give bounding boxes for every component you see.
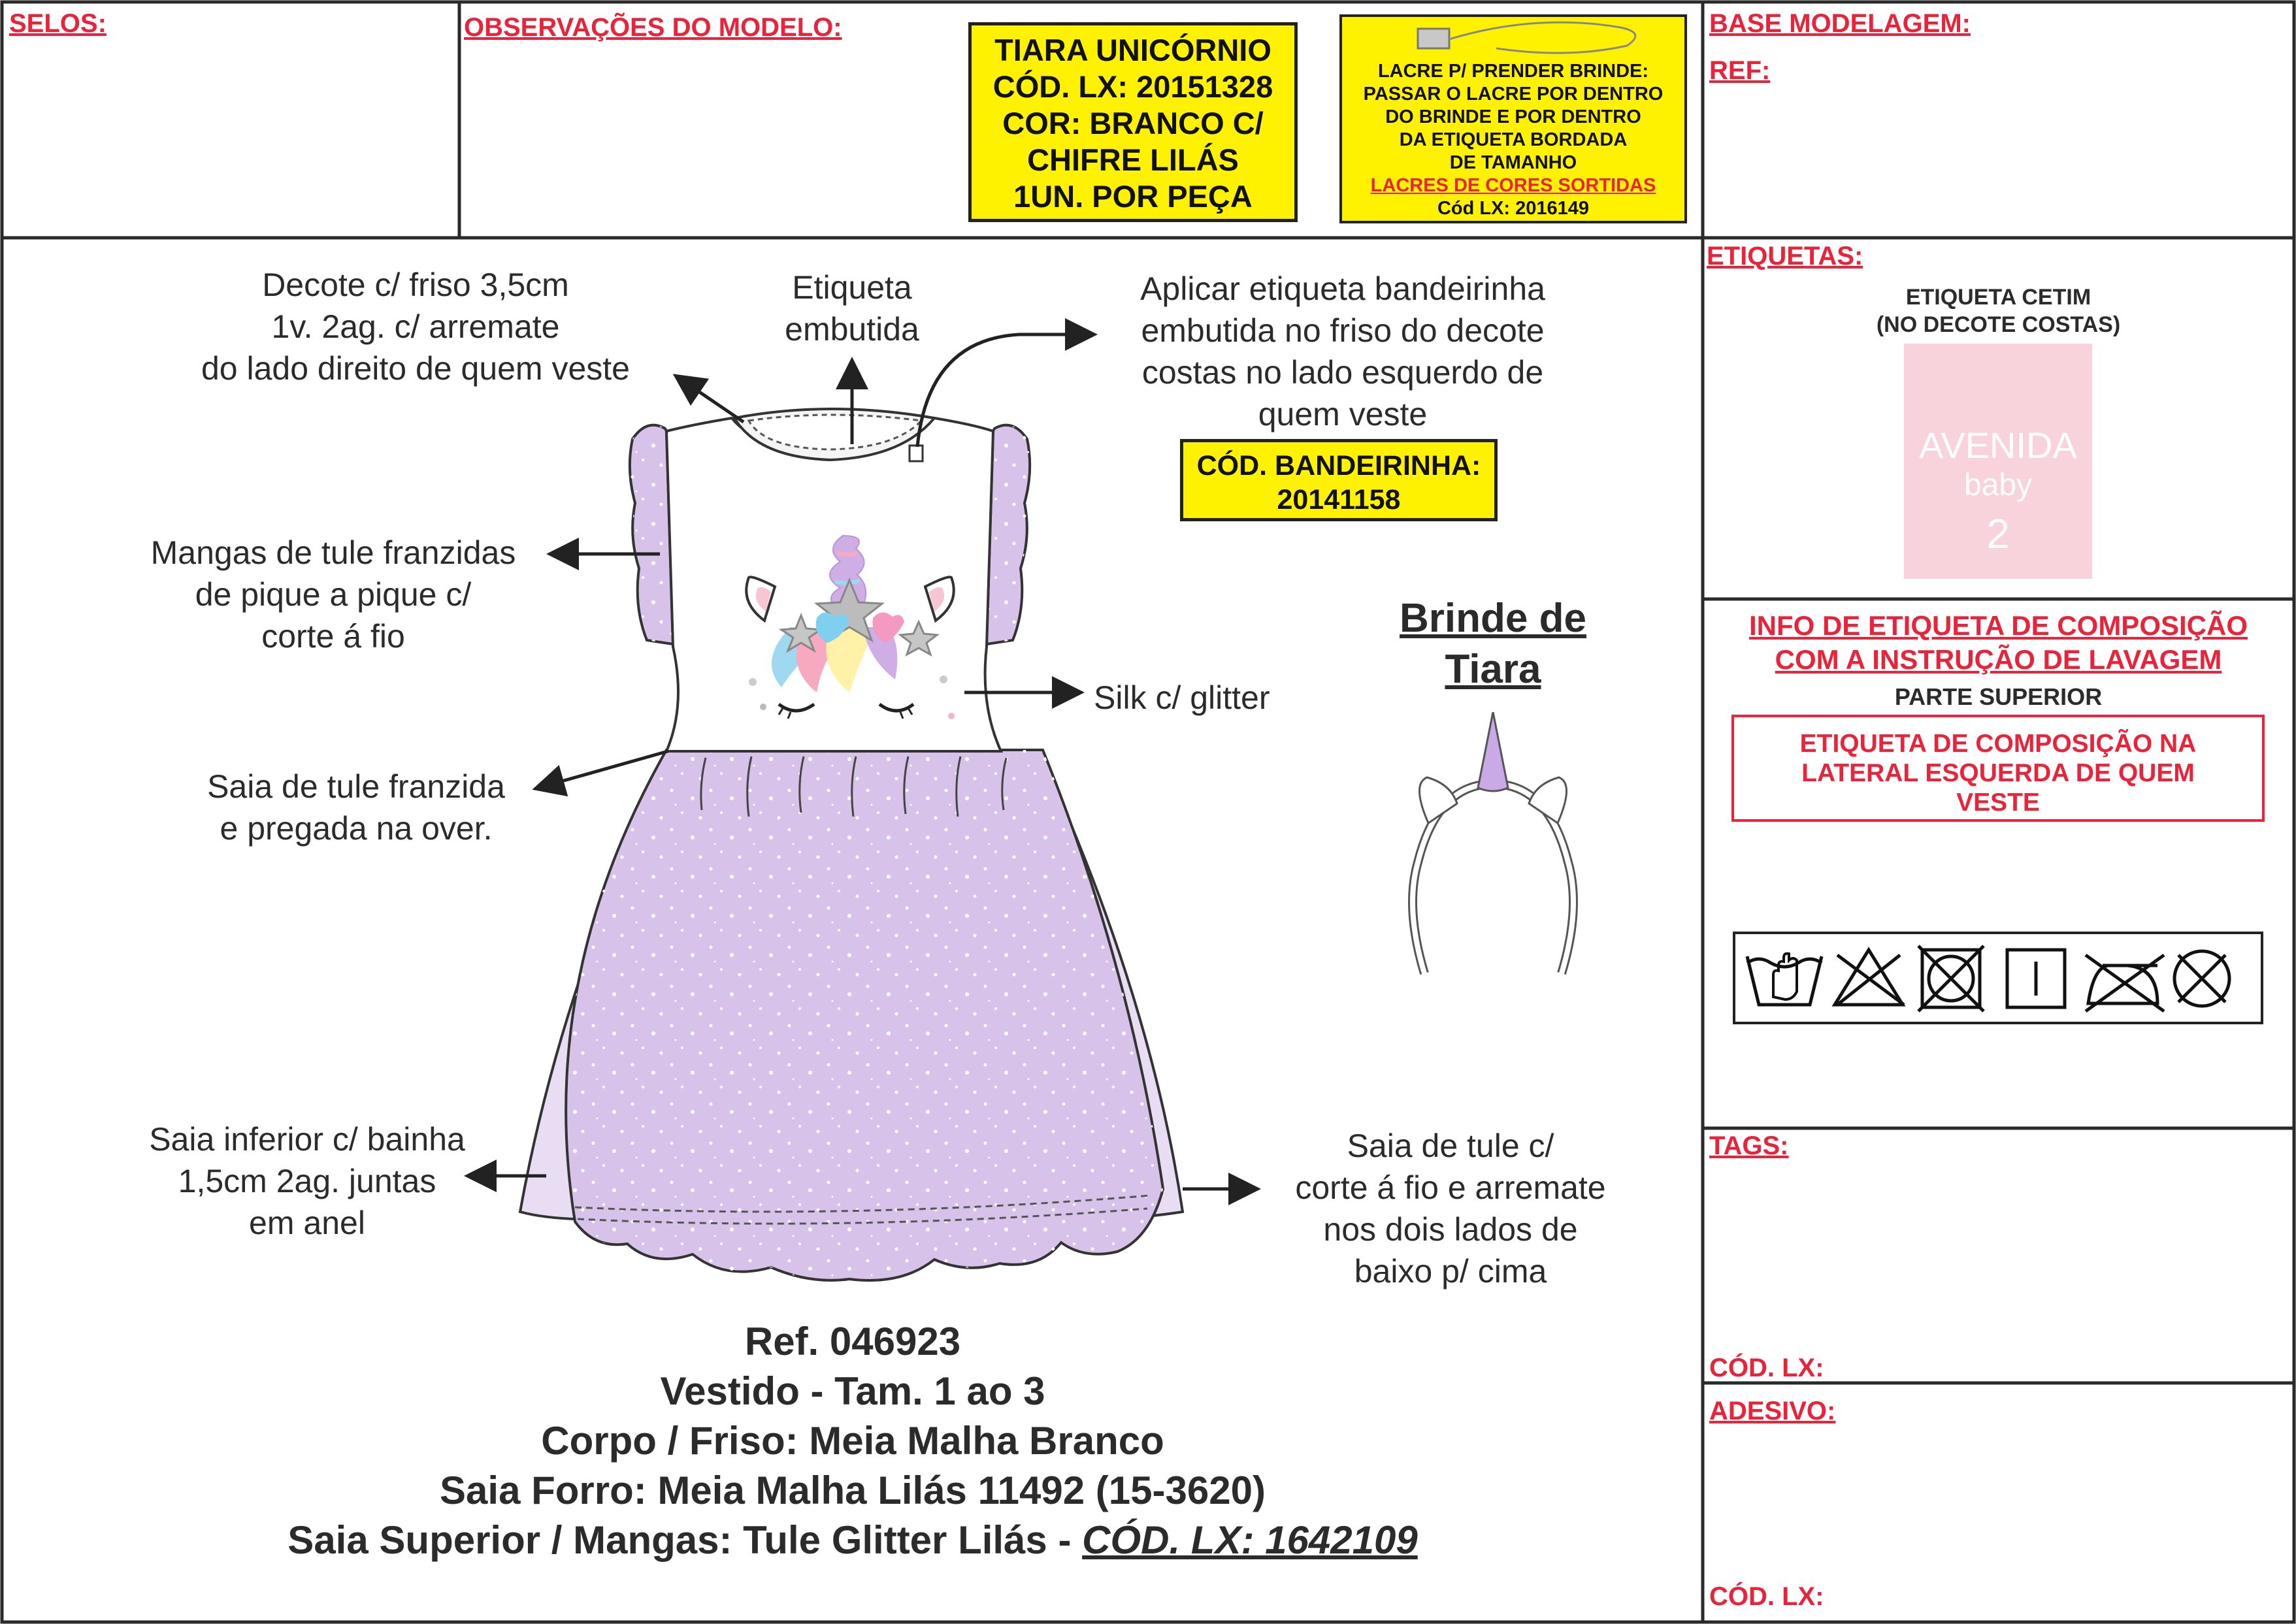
info-composicao-title <box>1703 609 2294 677</box>
no-tumble-dry-icon <box>1918 946 1984 1011</box>
adesivo-label: ADESIVO: <box>1709 1397 1836 1425</box>
mangas-line-3: corte á fio <box>261 618 405 655</box>
base-modelagem-label: BASE MODELAGEM: <box>1709 9 1971 38</box>
etiqueta-line-2: embutida <box>785 311 919 348</box>
lacre-line-1: LACRE P/ PRENDER BRINDE: <box>1377 61 1649 82</box>
tiara-line-3: COR: BRANCO C/ <box>1002 106 1264 140</box>
adesivo-cod-lx-label: CÓD. LX: <box>1709 1582 1824 1611</box>
tiara-headband-icon <box>1398 712 1588 986</box>
decote-line-2: 1v. 2ag. c/ arremate <box>271 308 560 345</box>
product-saia-superior-code: CÓD. LX: 1642109 <box>1082 1518 1418 1562</box>
product-vestido: Vestido - Tam. 1 ao 3 <box>660 1369 1045 1413</box>
etiqueta-annotation <box>754 267 950 350</box>
lacre-line-5: DE TAMANHO <box>1449 152 1577 173</box>
lacre-code: Cód LX: 2016149 <box>1437 198 1590 219</box>
bandeirinha-line-1: Aplicar etiqueta bandeirinha <box>1140 270 1545 307</box>
saia-corte-line-4: baixo p/ cima <box>1354 1253 1547 1290</box>
saia-inferior-line-2: 1,5cm 2ag. juntas <box>178 1163 436 1199</box>
bandeirinha-code-box <box>1180 439 1498 521</box>
product-title-block <box>0 1317 1705 1565</box>
lacre-line-3: DO BRINDE E POR DENTRO <box>1385 106 1641 127</box>
product-saia-superior-row <box>0 1516 1705 1565</box>
saia-inferior-line-3: em anel <box>249 1205 365 1241</box>
saia-corte-annotation <box>1241 1125 1660 1292</box>
mangas-annotation <box>98 532 568 657</box>
bandeirinha-line-3: costas no lado esquerdo de <box>1141 354 1544 391</box>
saia-tule-line-2: e pregada na over. <box>220 810 493 847</box>
observacoes-label: OBSERVAÇÕES DO MODELO: <box>464 13 842 42</box>
etiqueta-cetim-line-1: ETIQUETA CETIM <box>1905 285 2091 310</box>
decote-line-1: Decote c/ friso 3,5cm <box>262 267 569 303</box>
product-ref: Ref. 046923 <box>744 1320 961 1363</box>
brand-label-sub: baby <box>1963 468 2033 502</box>
saia-corte-line-2: corte á fio e arremate <box>1295 1169 1606 1206</box>
etiqueta-cetim-text <box>1703 284 2294 338</box>
tags-cod-lx-label: CÓD. LX: <box>1709 1354 1824 1382</box>
saia-corte-line-1: Saia de tule c/ <box>1347 1128 1554 1164</box>
tiara-line-2: CÓD. LX: 20151328 <box>992 69 1273 104</box>
decote-line-3: do lado direito de quem veste <box>201 350 630 387</box>
brand-label-swatch <box>1904 344 2092 579</box>
lacre-colors: LACRES DE CORES SORTIDAS <box>1370 175 1656 196</box>
silk-annotation: Silk c/ glitter <box>1094 679 1270 716</box>
saia-inferior-line-1: Saia inferior c/ bainha <box>149 1121 465 1158</box>
info-title-line-2: COM A INSTRUÇÃO DE LAVAGEM <box>1775 644 2222 675</box>
lacre-line-4: DA ETIQUETA BORDADA <box>1399 129 1628 150</box>
brinde-title <box>1339 593 1647 695</box>
saia-tule-line-1: Saia de tule franzida <box>207 768 505 805</box>
product-saia-superior: Saia Superior / Mangas: Tule Glitter Lilás - <box>287 1518 1083 1562</box>
brand-label-name: AVENIDA <box>1919 425 2077 466</box>
composicao-line-3: VESTE <box>1956 788 2040 817</box>
decote-annotation <box>154 264 677 389</box>
care-symbols-strip <box>1733 932 2263 1024</box>
mangas-line-1: Mangas de tule franzidas <box>150 534 516 571</box>
bandeirinha-code-line-1: CÓD. BANDEIRINHA: <box>1196 450 1481 481</box>
brand-label-size: 2 <box>1986 510 2010 557</box>
bandeirinha-line-4: quem veste <box>1258 396 1428 432</box>
selos-label: SELOS: <box>9 9 107 38</box>
saia-tule-annotation <box>157 766 555 849</box>
tiara-line-1: TIARA UNICÓRNIO <box>994 33 1271 67</box>
tiara-line-4: CHIFRE LILÁS <box>1027 142 1239 177</box>
brinde-line-2: Tiara <box>1445 647 1541 692</box>
saia-inferior-annotation <box>111 1118 503 1244</box>
bandeirinha-annotation <box>1072 268 1614 435</box>
product-saia-forro: Saia Forro: Meia Malha Lilás 11492 (15-3620) <box>440 1469 1266 1512</box>
saia-corte-line-3: nos dois lados de <box>1323 1211 1578 1248</box>
etiqueta-line-1: Etiqueta <box>792 269 912 306</box>
composicao-line-2: LATERAL ESQUERDA DE QUEM <box>1801 759 2195 787</box>
composicao-box <box>1731 715 2265 822</box>
brinde-line-1: Brinde de <box>1400 596 1586 641</box>
etiqueta-cetim-line-2: (NO DECOTE COSTAS) <box>1876 312 2121 337</box>
product-corpo: Corpo / Friso: Meia Malha Branco <box>541 1419 1164 1463</box>
ref-label: REF: <box>1709 56 1771 85</box>
lacre-line-2: PASSAR O LACRE POR DENTRO <box>1363 84 1664 105</box>
mangas-line-2: de pique a pique c/ <box>195 576 472 613</box>
parte-superior-label: PARTE SUPERIOR <box>1894 683 2103 710</box>
bandeirinha-line-2: embutida no friso do decote <box>1141 312 1545 349</box>
composicao-line-1: ETIQUETA DE COMPOSIÇÃO NA <box>1799 730 2197 758</box>
tags-label: TAGS: <box>1709 1131 1789 1160</box>
etiquetas-label: ETIQUETAS: <box>1707 242 1863 270</box>
tiara-line-5: 1UN. POR PEÇA <box>1013 179 1253 214</box>
info-title-line-1: INFO DE ETIQUETA DE COMPOSIÇÃO <box>1748 610 2248 641</box>
bandeirinha-code-line-2: 20141158 <box>1277 484 1401 515</box>
